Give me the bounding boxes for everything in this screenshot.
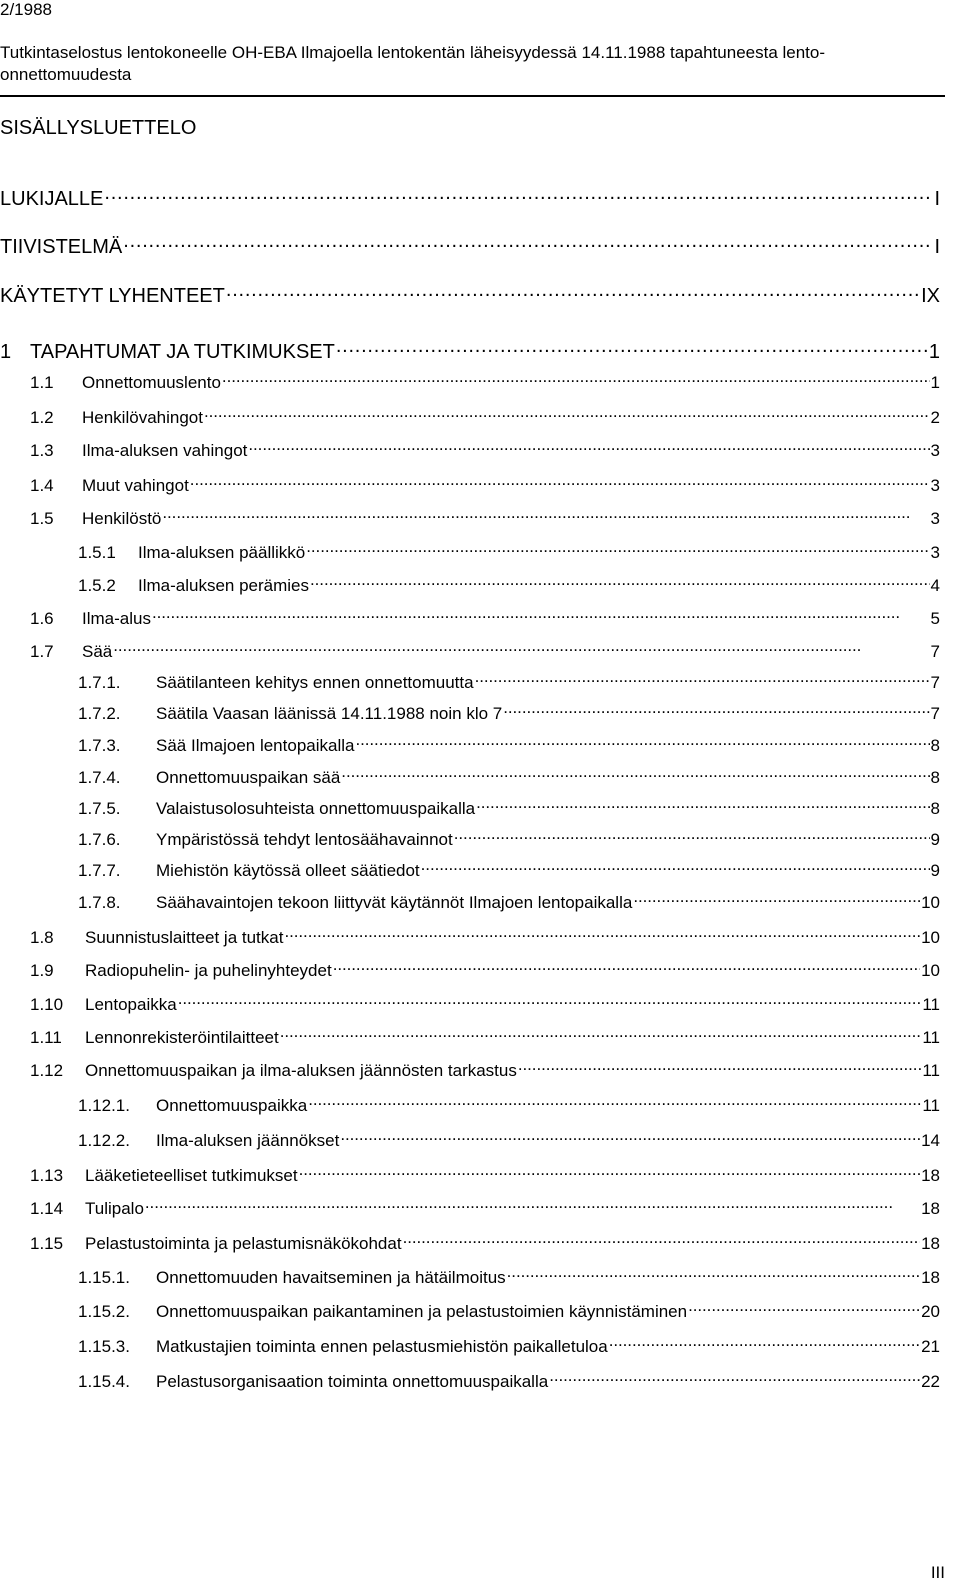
toc-entry-title: Valaistusolosuhteista onnettomuuspaikalla: [156, 799, 476, 818]
toc-entry[interactable]: [78, 671, 940, 693]
toc-entry-title: Suunnistuslaitteet ja tutkat: [85, 928, 284, 947]
toc-entry-number: 1.7.3.: [78, 736, 121, 755]
toc-entry-title: Säätila Vaasan läänissä 14.11.1988 noin klo 7: [156, 704, 503, 723]
toc-dot-leader: [162, 507, 929, 524]
toc-entry-number: 1.7.6.: [78, 830, 121, 849]
toc-entry-page: 21: [921, 1337, 940, 1356]
toc-entry[interactable]: [78, 541, 940, 563]
toc-entry-number: 1.4: [30, 476, 54, 495]
toc-entry-title: Onnettomuuden havaitseminen ja hätäilmoitus: [156, 1268, 506, 1287]
toc-entry-title: Ilma-aluksen vahingot: [82, 441, 248, 460]
toc-entry[interactable]: [0, 233, 940, 257]
toc-entry-number: 1.15.1.: [78, 1268, 130, 1287]
toc-entry-number: 1.7: [30, 642, 54, 661]
toc-dot-leader: [507, 1266, 920, 1283]
toc-entry-page: 7: [930, 704, 940, 723]
toc-entry-page: 11: [922, 1096, 940, 1115]
toc-entry-page: 18: [921, 1268, 940, 1287]
toc-entry-number: 1.15.4.: [78, 1372, 130, 1391]
toc-dot-leader: [248, 439, 929, 456]
toc-dot-leader: [299, 1164, 920, 1181]
toc-entry[interactable]: [30, 439, 940, 461]
toc-dot-leader: [475, 671, 930, 688]
toc-entry-page: 8: [930, 799, 940, 818]
toc-entry[interactable]: [78, 828, 940, 850]
toc-entry-title: Lennonrekisteröintilaitteet: [85, 1028, 279, 1047]
toc-entry[interactable]: [30, 1232, 940, 1254]
toc-entry[interactable]: [30, 1059, 940, 1081]
toc-entry-title: Onnettomuuspaikan sää: [156, 768, 341, 787]
toc-dot-leader: [341, 766, 929, 783]
toc-dot-leader: [310, 574, 930, 591]
toc-entry-title: LUKIJALLE: [0, 188, 104, 210]
toc-entry-title: Matkustajien toiminta ennen pelastusmiehistön paikalletuloa: [156, 1337, 608, 1356]
toc-entry-title: Ilma-aluksen päällikkö: [138, 543, 306, 562]
toc-entry-title: Pelastusorganisaation toiminta onnettomuuspaikalla: [156, 1372, 549, 1391]
toc-entry-title: Henkilöstö: [82, 509, 162, 528]
toc-entry-page: 10: [921, 893, 940, 912]
toc-entry-number: 1.12.2.: [78, 1131, 130, 1150]
toc-heading: SISÄLLYSLUETTELO: [0, 117, 197, 139]
toc-dot-leader: [222, 371, 930, 388]
toc-entry-number: 1.7.2.: [78, 704, 121, 723]
toc-entry[interactable]: [78, 1266, 940, 1288]
toc-dot-leader: [688, 1300, 920, 1317]
toc-dot-leader: [280, 1026, 922, 1043]
toc-dot-leader: [306, 541, 929, 558]
toc-entry[interactable]: [78, 797, 940, 819]
toc-entry[interactable]: [30, 507, 940, 529]
toc-entry-number: 1.7.8.: [78, 893, 121, 912]
toc-entry-title: TIIVISTELMÄ: [0, 236, 123, 258]
toc-entry[interactable]: [30, 1026, 940, 1048]
toc-entry-number: 1.15: [30, 1234, 64, 1253]
toc-entry-page: 8: [930, 768, 940, 787]
toc-dot-leader: [152, 607, 930, 624]
toc-entry-page: 7: [930, 642, 940, 661]
toc-entry-title: Säähavaintojen tekoon liittyvät käytännöt Ilmajoen lentopaikalla: [156, 893, 633, 912]
toc-entry-number: 1.7.4.: [78, 768, 121, 787]
toc-dot-leader: [403, 1232, 921, 1249]
toc-entry-title: Ilma-alus: [82, 609, 151, 628]
toc-entry-number: 1.1: [30, 373, 54, 392]
toc-dot-leader: [226, 282, 920, 302]
toc-entry-title: Onnettomuuspaikka: [156, 1096, 308, 1115]
toc-entry[interactable]: [78, 1129, 940, 1151]
toc-entry-title: Ilma-aluksen jäännökset: [156, 1131, 340, 1150]
toc-entry-number: 1.7.7.: [78, 861, 121, 880]
toc-entry-page: 9: [930, 861, 940, 880]
toc-entry-page: 1: [928, 341, 940, 363]
toc-entry-title: Säätilanteen kehitys ennen onnettomuutta: [156, 673, 474, 692]
toc-entry[interactable]: [30, 1164, 940, 1186]
toc-dot-leader: [145, 1197, 920, 1214]
toc-entry-page: 9: [930, 830, 940, 849]
page-number: III: [930, 1563, 945, 1582]
toc-entry-title: Tulipalo: [85, 1199, 144, 1218]
toc-entry[interactable]: [30, 406, 940, 428]
toc-dot-leader: [355, 734, 929, 751]
toc-entry-title: Pelastustoiminta ja pelastumisnäkökohdat: [85, 1234, 402, 1253]
toc-entry-page: 3: [930, 441, 940, 460]
toc-entry-number: 1.5: [30, 509, 54, 528]
toc-entry-page: 10: [921, 961, 940, 980]
toc-entry-number: 1.10: [30, 995, 64, 1014]
document-id: 2/1988: [0, 0, 52, 19]
toc-entry[interactable]: [78, 859, 940, 881]
toc-entry-page: 18: [921, 1234, 940, 1253]
toc-entry[interactable]: [0, 282, 940, 306]
toc-entry-page: 8: [930, 736, 940, 755]
toc-entry-page: 10: [921, 928, 940, 947]
toc-dot-leader: [340, 1129, 920, 1146]
toc-entry-title: Onnettomuuslento: [82, 373, 221, 392]
toc-entry-number: 1.15.3.: [78, 1337, 130, 1356]
toc-entry-page: 3: [930, 476, 940, 495]
toc-entry-page: 7: [930, 673, 940, 692]
toc-dot-leader: [549, 1370, 920, 1387]
toc-entry-number: 1.15.2.: [78, 1302, 130, 1321]
toc-entry-page: 11: [922, 1061, 940, 1080]
toc-dot-leader: [476, 797, 929, 814]
toc-dot-leader: [113, 640, 929, 657]
toc-entry-page: 11: [922, 1028, 940, 1047]
toc-entry[interactable]: [78, 1335, 940, 1357]
toc-entry[interactable]: [78, 1300, 940, 1322]
toc-entry-title: Onnettomuuspaikan paikantaminen ja pelastustoimien käynnistäminen: [156, 1302, 688, 1321]
toc-entry-number: 1.7.1.: [78, 673, 121, 692]
toc-entry-page: 3: [930, 543, 940, 562]
toc-entry-page: 3: [930, 509, 940, 528]
report-title: Tutkintaselostus lentokoneelle OH-EBA Ilmajoella lentokentän läheisyydessä 14.11.1988 tapahtuneesta lento-onnettomuudesta: [0, 43, 826, 84]
toc-entry-title: TAPAHTUMAT JA TUTKIMUKSET: [30, 341, 335, 363]
toc-entry-number: 1.5.2: [78, 576, 116, 595]
toc-entry-page: I: [934, 188, 940, 210]
toc-entry-number: 1.14: [30, 1199, 64, 1218]
toc-entry-title: Onnettomuuspaikan ja ilma-aluksen jäännösten tarkastus: [85, 1061, 517, 1080]
toc-dot-leader: [633, 891, 920, 908]
toc-entry[interactable]: [30, 993, 940, 1015]
header-divider: [0, 95, 945, 97]
toc-entry-page: IX: [921, 285, 940, 307]
toc-entry[interactable]: [78, 1094, 940, 1116]
toc-entry-page: 18: [921, 1199, 940, 1218]
toc-entry-title: Lääketieteelliset tutkimukset: [85, 1166, 298, 1185]
toc-entry[interactable]: [0, 185, 940, 209]
toc-entry-page: 20: [921, 1302, 940, 1321]
toc-dot-leader: [123, 233, 933, 253]
toc-dot-leader: [518, 1059, 921, 1076]
toc-entry-page: 18: [921, 1166, 940, 1185]
toc-entry[interactable]: [30, 1197, 940, 1219]
toc-entry[interactable]: [78, 702, 940, 724]
toc-dot-leader: [104, 185, 933, 205]
toc-dot-leader: [609, 1335, 920, 1352]
toc-entry[interactable]: [0, 338, 940, 362]
toc-entry-title: Sää: [82, 642, 113, 661]
toc-entry[interactable]: [30, 926, 940, 948]
toc-entry-title: Ilma-aluksen perämies: [138, 576, 310, 595]
toc-entry[interactable]: [30, 474, 940, 496]
toc-dot-leader: [190, 474, 930, 491]
toc-entry-title: Lentopaikka: [85, 995, 177, 1014]
toc-entry-title: Ympäristössä tehdyt lentosäähavainnot: [156, 830, 453, 849]
toc-entry-page: 4: [930, 576, 940, 595]
toc-entry-page: 22: [921, 1372, 940, 1391]
toc-entry-number: 1.8: [30, 928, 54, 947]
toc-entry-number: 1.9: [30, 961, 54, 980]
toc-entry[interactable]: [78, 734, 940, 756]
toc-entry[interactable]: [30, 371, 940, 393]
toc-dot-leader: [284, 926, 920, 943]
toc-entry-page: 1: [930, 373, 940, 392]
toc-entry-title: Henkilövahingot: [82, 408, 203, 427]
toc-entry[interactable]: [30, 640, 940, 662]
toc-dot-leader: [178, 993, 922, 1010]
toc-dot-leader: [336, 338, 928, 358]
toc-entry-number: 1.5.1: [78, 543, 116, 562]
toc-entry-title: KÄYTETYT LYHENTEET: [0, 285, 225, 307]
toc-entry-title: Sää Ilmajoen lentopaikalla: [156, 736, 355, 755]
toc-dot-leader: [421, 859, 930, 876]
toc-entry-number: 1: [0, 341, 12, 363]
toc-dot-leader: [503, 702, 929, 719]
toc-dot-leader: [454, 828, 930, 845]
toc-entry-page: 11: [922, 995, 940, 1014]
toc-entry-page: 14: [921, 1131, 940, 1150]
toc-entry[interactable]: [30, 959, 940, 981]
toc-entry-page: 5: [930, 609, 940, 628]
toc-dot-leader: [204, 406, 930, 423]
toc-entry-title: Radiopuhelin- ja puhelinyhteydet: [85, 961, 332, 980]
toc-entry[interactable]: [78, 766, 940, 788]
toc-entry-number: 1.12: [30, 1061, 64, 1080]
toc-entry-page: 2: [930, 408, 940, 427]
toc-dot-leader: [308, 1094, 921, 1111]
toc-entry-number: 1.13: [30, 1166, 64, 1185]
toc-entry[interactable]: [78, 891, 940, 913]
toc-entry[interactable]: [78, 1370, 940, 1392]
toc-entry-number: 1.6: [30, 609, 54, 628]
toc-entry[interactable]: [78, 574, 940, 596]
toc-entry-number: 1.12.1.: [78, 1096, 130, 1115]
toc-entry[interactable]: [30, 607, 940, 629]
toc-entry-number: 1.7.5.: [78, 799, 121, 818]
toc-entry-title: Muut vahingot: [82, 476, 189, 495]
toc-entry-title: Miehistön käytössä olleet säätiedot: [156, 861, 420, 880]
toc-entry-page: I: [934, 236, 940, 258]
toc-entry-number: 1.11: [30, 1028, 62, 1047]
toc-entry-number: 1.2: [30, 408, 54, 427]
toc-entry-number: 1.3: [30, 441, 54, 460]
toc-dot-leader: [333, 959, 920, 976]
